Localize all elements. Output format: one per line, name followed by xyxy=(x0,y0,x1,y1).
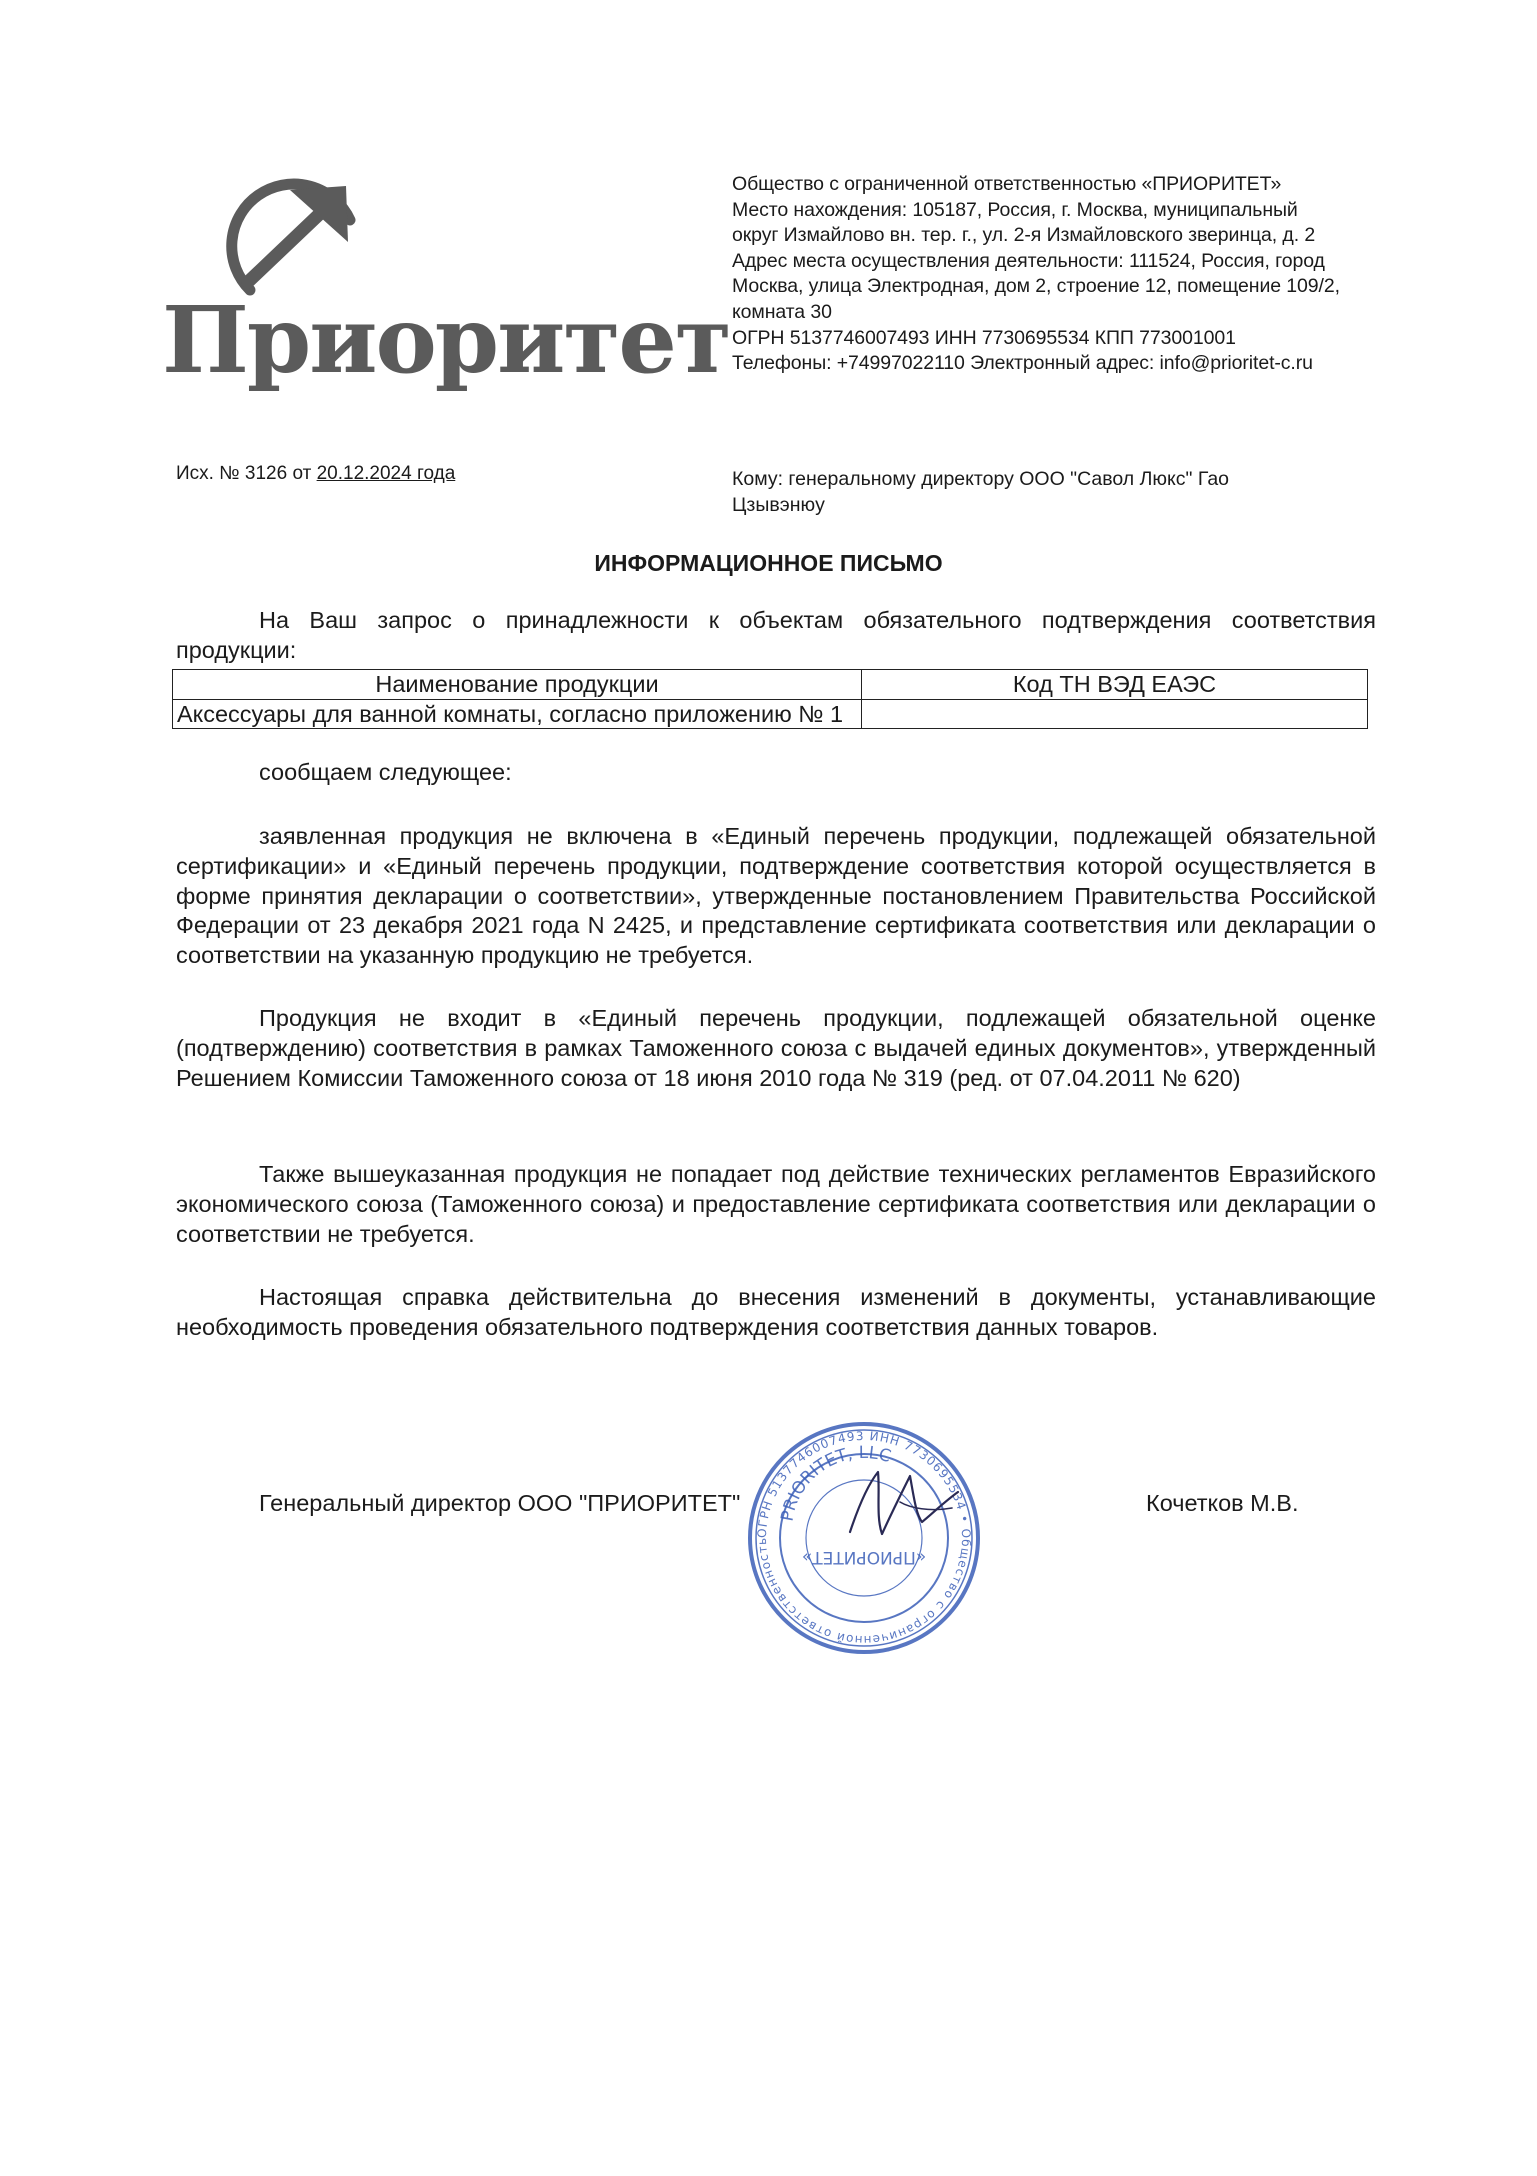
outgoing-number xyxy=(176,463,455,485)
stamp-center-text: «ПРИОРИТЕТ» xyxy=(801,1547,927,1567)
document-title: ИНФОРМАЦИОННОЕ ПИСЬМО xyxy=(594,550,943,576)
table-cell: Аксессуары для ванной комнаты, согласно приложению № 1 xyxy=(173,700,862,729)
company-line: Общество с ограниченной ответственностью «ПРИОРИТЕТ» xyxy=(732,173,1282,195)
company-line: Москва, улица Электродная, дом 2, строение 12, помещение 109/2, xyxy=(732,275,1340,298)
company-line: округ Измайлово вн. тер. г., ул. 2-я Измайловского зверинца, д. 2 xyxy=(732,224,1316,247)
company-line: ОГРН 5137746007493 ИНН 7730695534 КПП 773001001 xyxy=(732,326,1236,349)
table-row xyxy=(173,700,1368,729)
out-date: 20.12.2024 года xyxy=(316,463,456,484)
body-paragraph: Настоящая справка действительна до внесения изменений в документы, устанавливающие необходимость проведения обязательного подтверждения соответствия данных товаров. xyxy=(176,1284,1376,1340)
body-paragraph: Также вышеуказанная продукция не попадает под действие технических регламентов Евразийского экономического союза (Таможенного союза) и предоставление сертификата соответствия или декларации о соответствии не требуется. xyxy=(176,1161,1376,1247)
company-line: Место нахождения: 105187, Россия, г. Москва, муниципальный xyxy=(732,198,1298,221)
out-prefix: Исх. № xyxy=(176,463,240,484)
company-requisites xyxy=(732,172,1372,377)
out-from: от xyxy=(292,463,312,484)
product-table xyxy=(172,669,1368,729)
handwritten-signature xyxy=(840,1462,970,1552)
intro-paragraph: На Ваш запрос о принадлежности к объектам обязательного подтверждения соответствия продукции: xyxy=(176,607,1376,663)
signer-name: Кочетков М.В. xyxy=(1146,1490,1299,1516)
company-logo xyxy=(160,160,730,394)
declare-line: сообщаем следующее: xyxy=(259,759,512,785)
column-header: Наименование продукции xyxy=(173,670,862,700)
stamp-inner-text: PRIORITET, LLC xyxy=(777,1442,894,1523)
recipient: Кому: генеральному директору ООО "Савол Люкс" Гао Цзывэнюу xyxy=(732,468,1230,516)
signer-title: Генеральный директор ООО "ПРИОРИТЕТ" xyxy=(259,1490,741,1516)
company-line: комната 30 xyxy=(732,300,832,323)
out-number-value: 3126 xyxy=(244,463,288,484)
body-paragraph: заявленная продукция не включена в «Единый перечень продукции, подлежащей обязательной сертификации» и «Единый перечень продукции, подтверждение соответствия которой осуществляется в форме принятия декларации о соответствии», утвержденные постановлением Правительства Российской Федерации от 23 декабря 2021 года N 2425, и представление сертификата соответствия или декларации о соответствии на указанную продукцию не требуется. xyxy=(176,823,1376,969)
table-cell xyxy=(862,700,1368,729)
table-header-row xyxy=(173,670,1368,700)
company-line: Адрес места осуществления деятельности: 111524, Россия, город xyxy=(732,249,1325,272)
body-paragraph: Продукция не входит в «Единый перечень продукции, подлежащей обязательной оценке (подтверждению) соответствия в рамках Таможенного союза с выдачей единых документов», утвержденный Решением Комиссии Таможенного союза от 18 июня 2010 года № 319 (ред. от 07.04.2011 № 620) xyxy=(176,1005,1376,1091)
logo-text: Приоритет xyxy=(162,286,730,394)
column-header: Код ТН ВЭД ЕАЭС xyxy=(862,670,1368,700)
company-line: Телефоны: +74997022110 Электронный адрес: info@prioritet-c.ru xyxy=(732,352,1313,375)
logo-arrow-icon xyxy=(223,182,350,298)
stamp-outer-text: ОГРН 5137746007493 ИНН 7730695534 • Общество с ограниченной ответственность xyxy=(754,1428,974,1648)
